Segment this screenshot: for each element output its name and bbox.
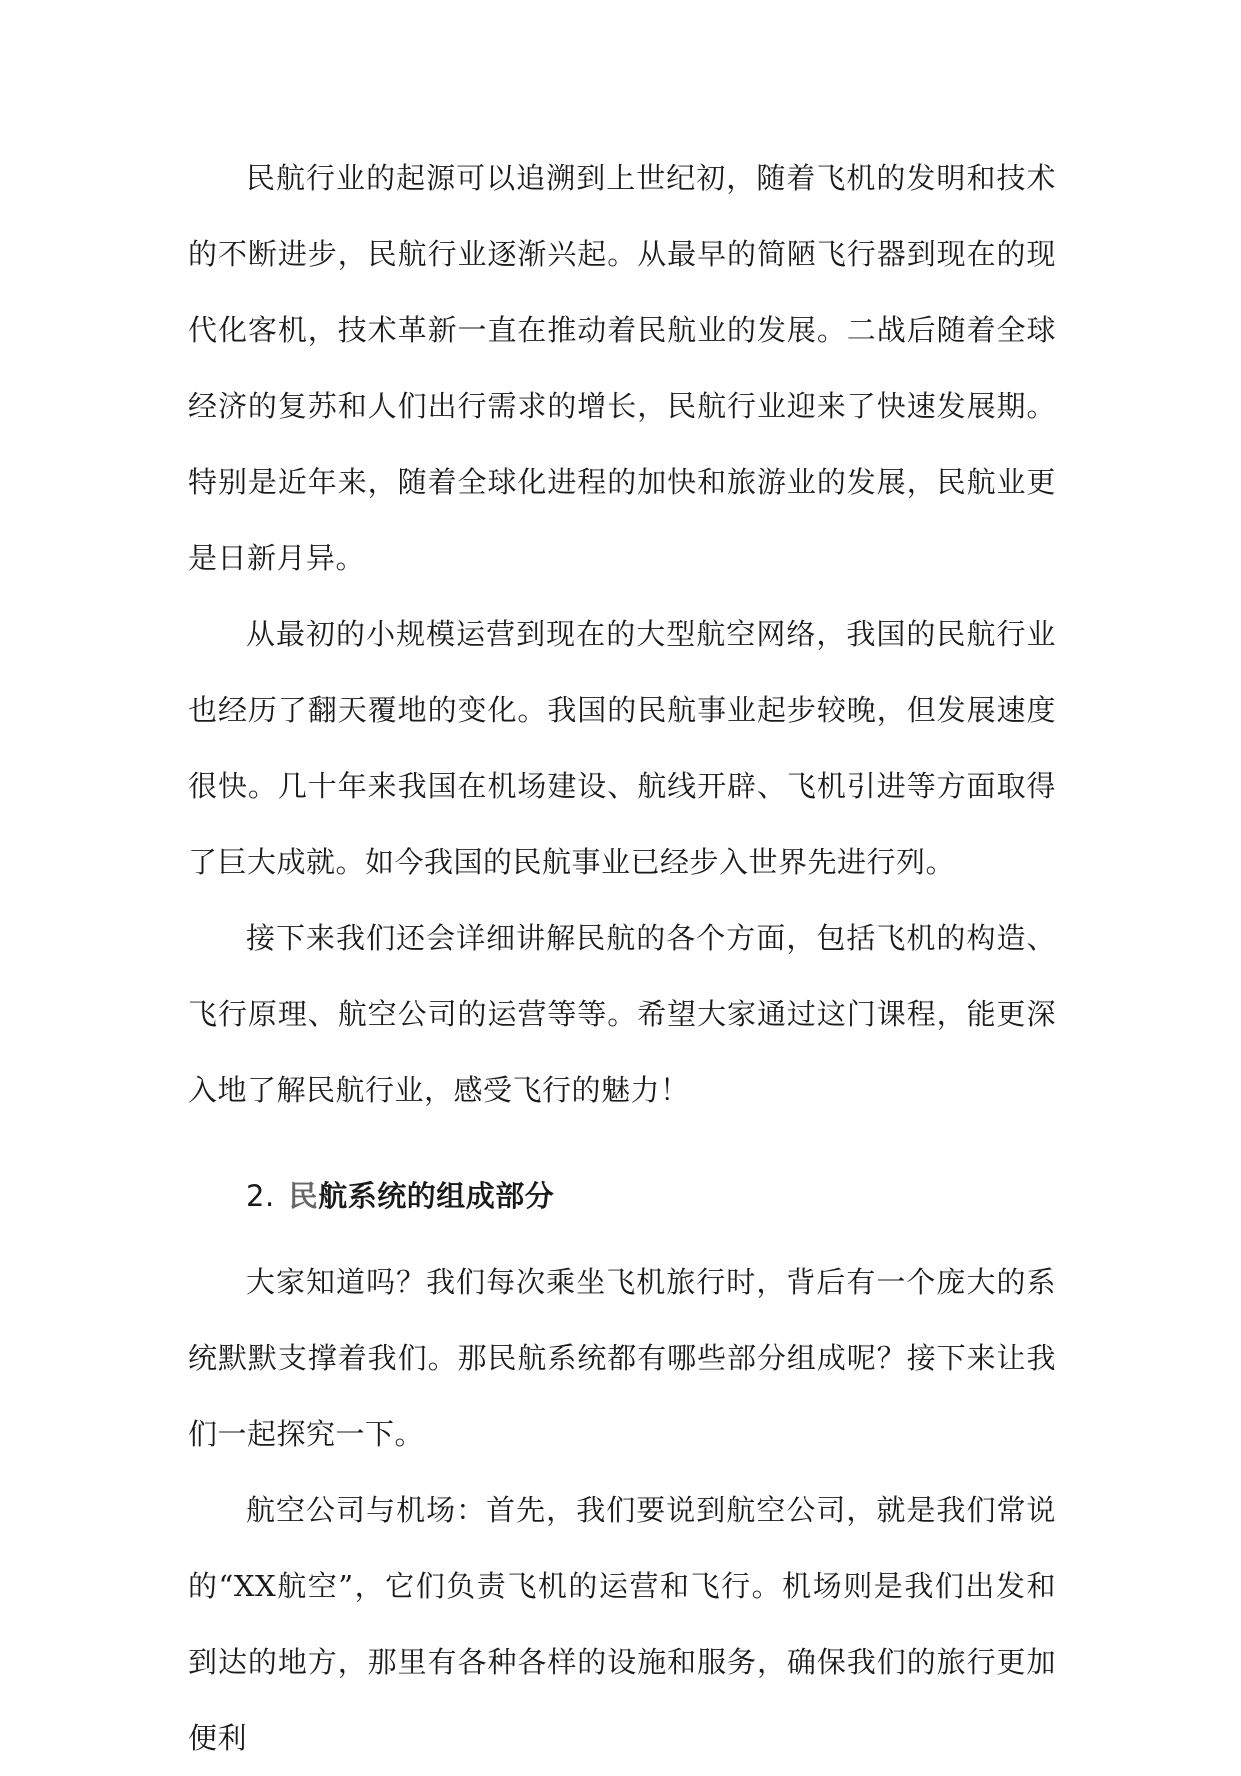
section-heading — [188, 1148, 1056, 1244]
paragraph-civil-aviation-origin: 民航行业的起源可以追溯到上世纪初，随着飞机的发明和技术的不断进步，民航行业逐渐兴起。从最早的简陋飞行器到现在的现代化客机，技术革新一直在推动着民航业的发展。二战后随着全球经济的复苏和人们出行需求的增长，民航行业迎来了快速发展期。特别是近年来，随着全球化进程的加快和旅游业的发展，民航业更是日新月异。 — [188, 161, 1056, 575]
section-number: 2. — [246, 1179, 275, 1213]
section-heading-text: 航系统的组成部分 — [318, 1179, 555, 1213]
document-body — [188, 140, 1056, 1776]
paragraph-course-preview: 接下来我们还会详细讲解民航的各个方面，包括飞机的构造、飞行原理、航空公司的运营等等。希望大家通过这门课程，能更深入地了解民航行业，感受飞行的魅力！ — [188, 921, 1056, 1107]
paragraph-china-aviation-development: 从最初的小规模运营到现在的大型航空网络，我国的民航行业也经历了翻天覆地的变化。我国的民航事业起步较晚，但发展速度很快。几十年来我国在机场建设、航线开辟、飞机引进等方面取得了巨大成就。如今我国的民航事业已经步入世界先进行列。 — [188, 617, 1056, 879]
paragraph-system-intro: 大家知道吗？我们每次乘坐飞机旅行时，背后有一个庞大的系统默默支撑着我们。那民航系统都有哪些部分组成呢？接下来让我们一起探究一下。 — [188, 1265, 1056, 1451]
section-heading-first-char: 民 — [288, 1179, 319, 1213]
paragraph-airlines-and-airports: 航空公司与机场：首先，我们要说到航空公司，就是我们常说的“XX航空”，它们负责飞机的运营和飞行。机场则是我们出发和到达的地方，那里有各种各样的设施和服务，确保我们的旅行更加便利 — [188, 1493, 1056, 1755]
